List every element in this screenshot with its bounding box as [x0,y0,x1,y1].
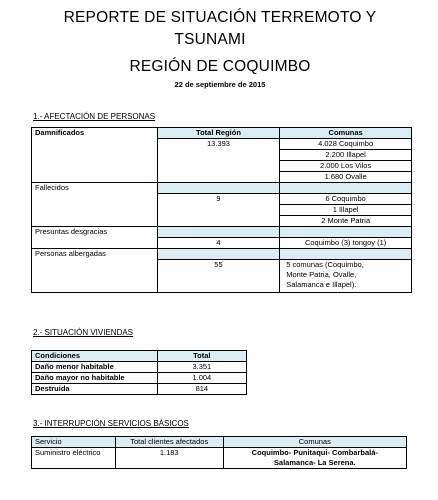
table-header-row [32,437,407,448]
section-2-title [33,328,133,337]
presuntas-comuna: Coquimbo (3) tongoy (1) [280,238,412,249]
report-title-line-2: TSUNAMI [174,31,246,48]
albergadas-comunas-line: Salamanca e Illapel). [286,280,357,289]
header-comunas: Comunas [280,128,412,139]
fallecidos-comuna: 2 Monte Patria [280,216,412,227]
report-date: 22 de septiembre de 2015 [174,80,266,89]
report-title-line-3: REGIÓN DE COQUIMBO [129,58,311,75]
condition-value: 3.351 [157,362,246,373]
condition-label: Daño menor habitable [32,362,158,373]
housing-table [31,350,247,395]
table-row [32,260,412,293]
table-row [32,194,412,205]
service-comunas-line: Coquimbo- Punitaqui- Combarbalá- [251,448,378,457]
presuntas-label: Presuntas desgracias [32,227,158,238]
table-row [32,384,247,395]
condition-value: 814 [157,384,246,395]
persons-affected-table [31,127,412,293]
table-row [32,139,412,150]
condition-label: Daño mayor no habitable [32,373,158,384]
basic-services-table [31,436,407,469]
header-total-region: Total Región [157,128,280,139]
table-row [32,238,412,249]
section-3-title [33,419,189,428]
fallecidos-comuna: 1 Illapel [280,205,412,216]
fallecidos-comuna: 6 Coquimbo [280,194,412,205]
service-comunas-line: Salamanca- La Serena. [273,458,356,467]
table-row [32,362,247,373]
table-row [32,249,412,260]
presuntas-total: 4 [157,238,280,249]
damnificados-comuna: 4.028 Coquimbo [280,139,412,150]
albergadas-comunas [280,260,412,293]
condition-label: Destruida [32,384,158,395]
damnificados-comuna: 1.680 Ovalle [280,172,412,183]
header-servicio: Servicio [32,437,116,448]
table-row [32,448,407,469]
table-row [32,216,412,227]
section-2-title-text: 2.- SITUACIÓN VIVIENDAS [33,328,134,337]
header-total: Total [157,351,246,362]
condition-value: 1.004 [157,373,246,384]
table-row [32,373,247,384]
fallecidos-label: Fallecidos [32,183,158,194]
albergadas-comunas-line: 5 comunas (Coquimbo, [286,260,364,269]
service-comunas [223,448,406,469]
header-damnificados: Damnificados [32,128,158,139]
section-1-title-text: 1.- AFECTACIÓN DE PERSONAS [33,112,156,121]
table-row [32,161,412,172]
table-row [32,227,412,238]
damnificados-comuna: 2.200 Illapel [280,150,412,161]
service-total: 1.183 [115,448,223,469]
section-3-title-text: 3.- INTERRUPCIÓN SERVICIOS BÁSICOS [33,419,189,428]
section-1-title [33,112,155,121]
report-title-line-1: REPORTE DE SITUACIÓN TERREMOTO Y [63,9,377,26]
table-header-row [32,351,247,362]
service-name: Suministro eléctrico [32,448,116,469]
table-row [32,172,412,183]
table-header-row [32,128,412,139]
albergadas-comunas-line: Monte Patria, Ovalle, [286,270,357,279]
header-condiciones: Condiciones [32,351,158,362]
header-comunas: Comunas [223,437,406,448]
table-row [32,150,412,161]
header-total-clientes: Total clientes afectados [115,437,223,448]
table-row [32,205,412,216]
damnificados-comuna: 2.000 Los Vilos [280,161,412,172]
albergadas-total: 55 [157,260,280,293]
damnificados-total: 13.393 [157,139,280,150]
table-row [32,183,412,194]
fallecidos-total: 9 [157,194,280,205]
albergadas-label: Personas albergadas [32,249,158,260]
